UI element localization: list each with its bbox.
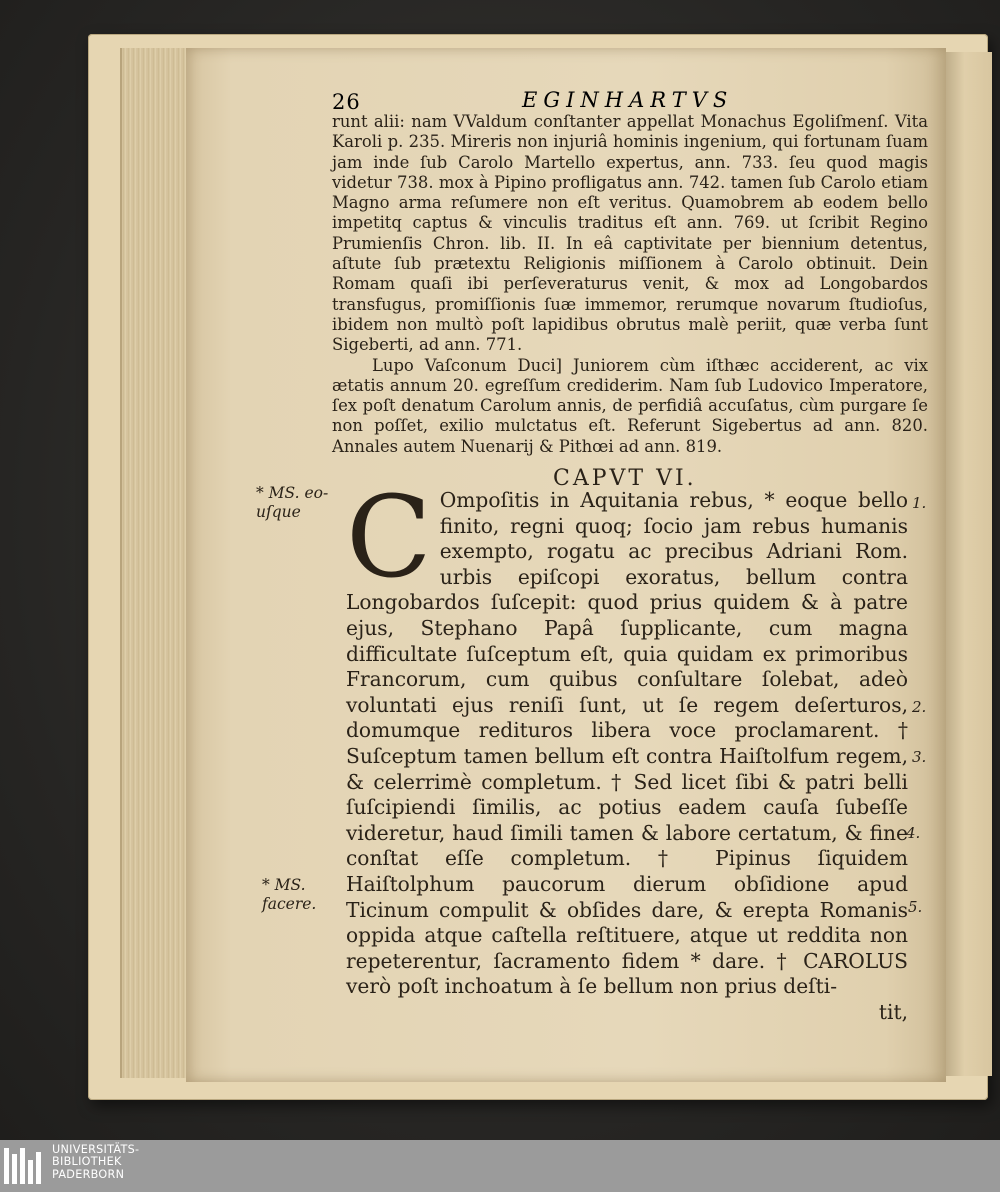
commentary-notes [332, 112, 928, 457]
margin-note-facere: * MS. facere. [262, 876, 317, 913]
margin-number-2: 2. [912, 698, 927, 716]
note-paragraph-1: runt alii: nam VValdum conſtanter appellat Monachus Egoliſmenſ. Vita Karoli p. 235. Mireris non injuriâ hominis ingenium, qui fortunam ſuam jam inde ſub Carolo Martello expertus, ann. 733. ſeu quod magis videtur 738. mox à Pipino profligatus ann. 742. tamen ſub Carolo etiam Magno arma reſumere non eſt veritus. Quamobrem ab eodem bello impetitq captus & vinculis traditus eſt ann. 769. ut ſcribit Regino Prumienſis Chron. lib. II. In eâ captivitate per biennium detentus, aſtute ſub prætextu Religionis miſſionem à Carolo obtinuit. Dein Romam quaſi ibi perſeveraturus venit, & mox ad Longobardos transfugus, promiſſionis ſuæ immemor, rerumque novarum ſtudioſus, ibidem non multò poſt lapidibus obrutus malè periit, quæ verba ſunt Sigeberti, ad ann. 771. [332, 112, 928, 355]
note-paragraph-2: Lupo Vaſconum Duci] Juniorem cùm iſthæc acciderent, ac vix ætatis annum 20. egreſſum crediderim. Nam ſub Ludovico Imperatore, ſex poſt denatum Carolum annis, de perfidiâ accuſatus, cùm purgare ſe non poſſet, exilio mulctatus eſt. Referunt Sigebertus ad ann. 820. Annales autem Nuenarij & Pithœi ad ann. 819. [332, 355, 928, 456]
chapter-title: CAPVT VI. [553, 466, 697, 491]
margin-number-3: 3. [912, 748, 927, 766]
library-name-line-3: PADERBORN [52, 1167, 125, 1181]
library-name-line-2: BIBLIOTHEK [52, 1155, 122, 1169]
drop-capital: C [346, 473, 432, 603]
margin-number-1: 1. [912, 494, 927, 512]
chapter-text: Ompoſitis in Aquitania rebus, * eoque bello finito, regni quoq; ſocio jam rebus humanis exempto, rogatu ac precibus Adriani Rom. urbis epiſcopi exoratus, bellum contra Longobardos ſuſcepit: quod prius quidem & à patre ejus, Stephano Papâ ſupplicante, cum magna difficultate ſuſceptum eſt, quia quidam ex primoribus Francorum, cum quibus conſultare ſolebat, adeò voluntati ejus reniſi ſunt, ut ſe regem deſerturos, domumque redituros libera voce proclamarent. † Suſceptum tamen bellum eſt contra Haiſtolfum regem, & celerrimè completum. † Sed licet ſibi & patri belli ſuſcipiendi ſimilis, ac potius eadem cauſa ſubeſſe videretur, haud ſimili tamen & labore certatum, & fine conſtat eſſe completum. † Pipinus ſiquidem Haiſtolphum paucorum dierum obſidione apud Ticinum compulit & obſides dare, & erepta Romanis oppida atque caſtella reſtituere, atque ut reddita non repeterentur, ſacramento fidem * dare. † CAROLUS verò poſt inchoatum à ſe bellum non prius deſti- [346, 488, 908, 999]
page-stack-edge [120, 48, 194, 1078]
catchword: tit, [878, 999, 908, 1024]
library-footer [0, 1140, 1000, 1192]
library-name [52, 1144, 139, 1181]
margin-number-4: 4. [906, 824, 921, 842]
margin-number-5: 5. [908, 898, 923, 916]
facing-page-edge [946, 52, 992, 1076]
page-number: 26 [332, 90, 361, 114]
running-head: EGINHARTVS [522, 88, 734, 112]
library-name-line-1: UNIVERSITÄTS- [52, 1143, 140, 1156]
library-logo-icon [2, 1146, 46, 1186]
margin-note-eousque: * MS. eo-uſque [256, 484, 329, 521]
